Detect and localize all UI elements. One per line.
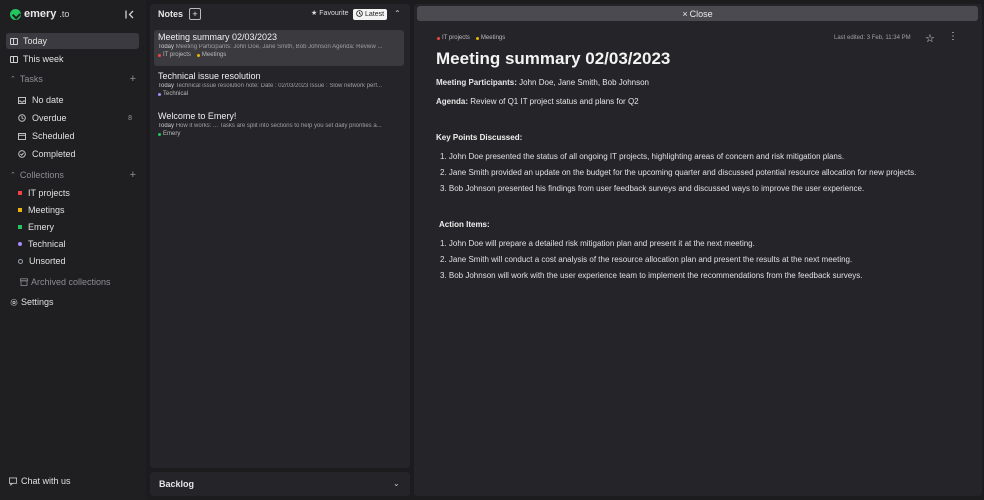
calendar-icon (18, 132, 26, 140)
tag-dot-icon (197, 54, 200, 57)
note-item[interactable] (154, 30, 404, 66)
note-day: Today (158, 123, 175, 129)
key-point-item[interactable]: 2. Jane Smith provided an update on the budget for the upcoming quarter and discussed potential resource allocation for new projects. (440, 168, 917, 177)
sidebar-item-it-projects[interactable] (18, 185, 136, 201)
sidebar-item-completed[interactable] (18, 146, 136, 162)
today-icon (10, 38, 18, 45)
note-preview-text: Technical issue resolution note: Date : 02/03/2023 Issue : Slow network perf... (175, 83, 383, 89)
sidebar-item-today[interactable] (6, 33, 139, 49)
tag-dot-icon (437, 37, 440, 40)
note-preview-text: Meeting Participants: John Doe, Jane Smith, Bob Johnson Agenda: Review ... (175, 44, 383, 50)
chevron-up-icon: ⌃ (10, 172, 16, 179)
note-preview (158, 44, 400, 50)
note-preview (158, 123, 400, 129)
sidebar-item-label: IT projects (28, 188, 70, 198)
key-point-item[interactable]: 1. John Doe presented the status of all ongoing IT projects, highlighting areas of concern and risk mitigation plans. (440, 152, 845, 161)
note-title: Meeting summary 02/03/2023 (158, 32, 278, 42)
sidebar-item-label: Unsorted (29, 256, 66, 266)
sidebar-item-label: Archived collections (31, 277, 111, 287)
sidebar-item-overdue[interactable] (18, 110, 136, 126)
gear-icon (10, 298, 18, 306)
action-item[interactable]: 3. Bob Johnson will work with the user experience team to implement the recommendations from the feedback surveys. (440, 271, 863, 280)
sidebar-item-settings[interactable] (10, 294, 128, 310)
sidebar-item-label: Scheduled (32, 131, 75, 141)
sidebar-item-no-date[interactable] (18, 92, 136, 108)
collection-color-icon (18, 259, 23, 264)
sidebar-item-archived[interactable] (20, 274, 138, 290)
tag-meetings[interactable] (476, 35, 505, 41)
close-editor-button[interactable] (417, 6, 978, 21)
inbox-icon (18, 96, 26, 104)
chevron-up-icon[interactable]: ⌃ (394, 9, 401, 18)
chat-label: Chat with us (21, 476, 71, 486)
week-icon (10, 56, 18, 63)
tag-it-projects (158, 52, 191, 58)
note-day: Today (158, 44, 175, 50)
overdue-count: 8 (128, 114, 132, 122)
add-collection-icon[interactable]: + (129, 169, 136, 181)
brand-name: emery (24, 8, 57, 20)
note-item[interactable] (154, 69, 404, 105)
tag-label: Technical (163, 91, 189, 97)
agenda-value: Review of Q1 IT project status and plans for Q2 (470, 97, 639, 106)
sidebar-item-label: Technical (28, 239, 66, 249)
tasks-section-label: Tasks (19, 74, 43, 84)
check-circle-icon (18, 150, 26, 158)
document-title[interactable]: Meeting summary 02/03/2023 (436, 49, 671, 68)
star-icon: ★ (311, 10, 318, 17)
latest-label: Latest (365, 11, 385, 18)
sidebar-item-unsorted[interactable] (18, 253, 136, 269)
collection-color-icon (18, 191, 22, 195)
chevron-down-icon[interactable]: ⌄ (393, 479, 400, 488)
sidebar-item-label: Meetings (28, 205, 65, 215)
chevron-up-icon: ⌃ (10, 76, 16, 83)
participants-value: John Doe, Jane Smith, Bob Johnson (519, 78, 649, 87)
agenda-line[interactable] (436, 97, 639, 106)
collections-section-label: Collections (19, 170, 64, 180)
note-day: Today (158, 83, 175, 89)
action-item[interactable]: 1. John Doe will prepare a detailed risk mitigation plan and present it at the next meeting. (440, 239, 755, 248)
action-item[interactable]: 2. Jane Smith will conduct a cost analysis of the resource allocation plan and present the results at the next meeting. (440, 255, 853, 264)
tag-dot-icon (158, 133, 161, 136)
emery-logo-icon (10, 9, 21, 20)
tag-dot-icon (158, 93, 161, 96)
tag-label: Meetings (480, 35, 506, 41)
sidebar-item-label: Overdue (32, 113, 67, 123)
chat-icon (9, 477, 17, 485)
close-label: Close (689, 8, 713, 19)
action-items-heading[interactable]: Action Items: (439, 220, 490, 229)
brand-tld: .to (59, 9, 70, 19)
tag-it-projects[interactable] (437, 35, 470, 41)
collections-section-header[interactable] (10, 168, 136, 182)
tag-label: Emery (163, 131, 181, 137)
tag-label: IT projects (442, 35, 470, 41)
collection-color-icon (18, 242, 22, 246)
tag-label: Meetings (201, 52, 227, 58)
sidebar-item-label: No date (32, 95, 64, 105)
participants-line[interactable] (436, 78, 649, 87)
star-icon[interactable]: ☆ (925, 33, 935, 45)
tag-technical (158, 91, 188, 97)
note-tags (158, 91, 400, 97)
add-note-button[interactable]: + (189, 8, 201, 20)
key-point-item[interactable]: 3. Bob Johnson presented his findings from user feedback surveys and discussed ways to improve the user experience. (440, 184, 865, 193)
note-tags (158, 52, 400, 58)
note-preview (158, 83, 400, 89)
tag-meetings (197, 52, 226, 58)
chat-with-us-button[interactable] (9, 476, 71, 486)
participants-label: Meeting Participants: (436, 78, 517, 87)
sidebar-item-label: Today (23, 36, 48, 46)
sidebar-item-scheduled[interactable] (18, 128, 136, 144)
favourite-label: Favourite (319, 9, 349, 17)
sidebar-item-meetings[interactable] (18, 202, 136, 218)
close-icon: × (682, 8, 688, 19)
tag-dot-icon (476, 37, 479, 40)
editor-tags (437, 35, 505, 41)
sidebar-item-label: Emery (28, 222, 55, 232)
favourite-filter-button[interactable] (311, 9, 348, 17)
tag-emery (158, 131, 180, 137)
sidebar-item-emery[interactable] (18, 219, 136, 235)
note-preview-text: How it works: ... Tasks are split into sections to help you set daily priorities a... (175, 123, 382, 129)
logo[interactable] (10, 8, 69, 20)
archive-icon (20, 278, 28, 286)
collection-color-icon (18, 208, 22, 212)
tag-label: IT projects (163, 52, 191, 58)
agenda-label: Agenda: (436, 97, 468, 106)
notes-title: Notes (158, 9, 184, 19)
clock-icon (356, 10, 363, 19)
sidebar-item-label: This week (23, 54, 64, 64)
note-tags (158, 131, 400, 137)
add-task-icon[interactable]: + (129, 73, 136, 85)
note-title: Welcome to Emery! (158, 111, 237, 121)
last-edited: Last edited: 3 Feb, 11:34 PM (834, 35, 911, 41)
key-points-heading[interactable]: Key Points Discussed: (436, 133, 523, 142)
note-title: Technical issue resolution (158, 71, 261, 81)
notes-header (158, 8, 201, 20)
latest-sort-button[interactable] (353, 9, 387, 20)
more-options-icon[interactable]: ⋮ (948, 31, 958, 42)
tasks-section-header[interactable] (10, 72, 136, 86)
clock-icon (18, 114, 26, 122)
sidebar-item-technical[interactable] (18, 236, 136, 252)
sidebar-item-label: Settings (21, 297, 54, 307)
collection-color-icon (18, 225, 22, 229)
backlog-label: Backlog (159, 479, 195, 489)
sidebar-item-this-week[interactable] (6, 51, 139, 67)
collapse-sidebar-icon[interactable] (124, 8, 136, 20)
tag-dot-icon (158, 54, 161, 57)
sidebar-item-label: Completed (32, 149, 76, 159)
note-item[interactable] (154, 109, 404, 145)
